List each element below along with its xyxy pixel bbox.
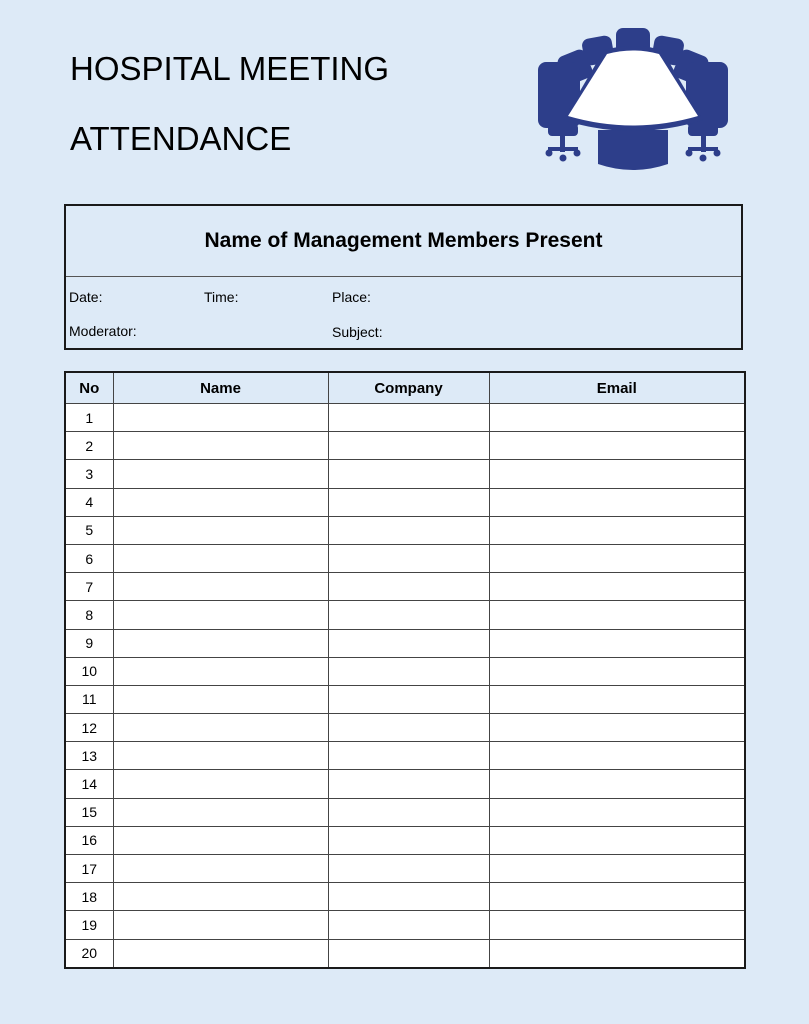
row-number: 4 bbox=[65, 488, 113, 516]
table-row bbox=[65, 629, 745, 657]
row-number: 3 bbox=[65, 460, 113, 488]
name-cell[interactable] bbox=[113, 798, 328, 826]
company-cell[interactable] bbox=[328, 404, 489, 432]
company-cell[interactable] bbox=[328, 855, 489, 883]
table-row bbox=[65, 742, 745, 770]
table-row bbox=[65, 516, 745, 544]
row-number: 17 bbox=[65, 855, 113, 883]
row-number: 18 bbox=[65, 883, 113, 911]
email-cell[interactable] bbox=[489, 826, 745, 854]
company-cell[interactable] bbox=[328, 657, 489, 685]
company-cell[interactable] bbox=[328, 488, 489, 516]
column-header-email: Email bbox=[489, 372, 745, 404]
email-cell[interactable] bbox=[489, 404, 745, 432]
row-number: 16 bbox=[65, 826, 113, 854]
name-cell[interactable] bbox=[113, 404, 328, 432]
name-cell[interactable] bbox=[113, 742, 328, 770]
row-number: 13 bbox=[65, 742, 113, 770]
email-cell[interactable] bbox=[489, 742, 745, 770]
table-row bbox=[65, 855, 745, 883]
table-row bbox=[65, 911, 745, 939]
table-row bbox=[65, 714, 745, 742]
attendance-table bbox=[64, 371, 746, 969]
company-cell[interactable] bbox=[328, 432, 489, 460]
page-title-line1: HOSPITAL MEETING bbox=[70, 50, 390, 87]
moderator-label: Moderator: bbox=[69, 323, 137, 339]
email-cell[interactable] bbox=[489, 798, 745, 826]
email-cell[interactable] bbox=[489, 573, 745, 601]
row-number: 7 bbox=[65, 573, 113, 601]
date-label: Date: bbox=[69, 289, 103, 305]
column-header-no: No bbox=[65, 372, 113, 404]
row-number: 10 bbox=[65, 657, 113, 685]
row-number: 9 bbox=[65, 629, 113, 657]
row-number: 5 bbox=[65, 516, 113, 544]
name-cell[interactable] bbox=[113, 516, 328, 544]
name-cell[interactable] bbox=[113, 855, 328, 883]
table-row bbox=[65, 404, 745, 432]
table-row bbox=[65, 685, 745, 713]
row-number: 1 bbox=[65, 404, 113, 432]
table-row bbox=[65, 488, 745, 516]
company-cell[interactable] bbox=[328, 460, 489, 488]
company-cell[interactable] bbox=[328, 601, 489, 629]
email-cell[interactable] bbox=[489, 911, 745, 939]
time-label: Time: bbox=[204, 289, 239, 305]
conference-table-icon bbox=[536, 26, 730, 174]
email-cell[interactable] bbox=[489, 855, 745, 883]
row-number: 15 bbox=[65, 798, 113, 826]
name-cell[interactable] bbox=[113, 883, 328, 911]
name-cell[interactable] bbox=[113, 657, 328, 685]
email-cell[interactable] bbox=[489, 685, 745, 713]
company-cell[interactable] bbox=[328, 826, 489, 854]
table-row bbox=[65, 770, 745, 798]
subject-label: Subject: bbox=[332, 324, 383, 340]
table-row bbox=[65, 939, 745, 968]
email-cell[interactable] bbox=[489, 601, 745, 629]
name-cell[interactable] bbox=[113, 770, 328, 798]
email-cell[interactable] bbox=[489, 516, 745, 544]
row-number: 12 bbox=[65, 714, 113, 742]
row-number: 6 bbox=[65, 544, 113, 572]
company-cell[interactable] bbox=[328, 883, 489, 911]
table-header-row bbox=[65, 372, 745, 404]
table-row bbox=[65, 657, 745, 685]
company-cell[interactable] bbox=[328, 911, 489, 939]
company-cell[interactable] bbox=[328, 714, 489, 742]
table-row bbox=[65, 432, 745, 460]
table-row bbox=[65, 826, 745, 854]
company-cell[interactable] bbox=[328, 573, 489, 601]
table-row bbox=[65, 883, 745, 911]
name-cell[interactable] bbox=[113, 460, 328, 488]
company-cell[interactable] bbox=[328, 629, 489, 657]
name-cell[interactable] bbox=[113, 826, 328, 854]
company-cell[interactable] bbox=[328, 798, 489, 826]
company-cell[interactable] bbox=[328, 685, 489, 713]
company-cell[interactable] bbox=[328, 770, 489, 798]
name-cell[interactable] bbox=[113, 939, 328, 968]
info-heading: Name of Management Members Present bbox=[66, 206, 741, 277]
email-cell[interactable] bbox=[489, 770, 745, 798]
name-cell[interactable] bbox=[113, 544, 328, 572]
email-cell[interactable] bbox=[489, 714, 745, 742]
row-number: 11 bbox=[65, 685, 113, 713]
row-number: 2 bbox=[65, 432, 113, 460]
name-cell[interactable] bbox=[113, 488, 328, 516]
meeting-info-box bbox=[64, 204, 743, 350]
place-label: Place: bbox=[332, 289, 371, 305]
email-cell[interactable] bbox=[489, 460, 745, 488]
name-cell[interactable] bbox=[113, 714, 328, 742]
email-cell[interactable] bbox=[489, 883, 745, 911]
company-cell[interactable] bbox=[328, 939, 489, 968]
email-cell[interactable] bbox=[489, 544, 745, 572]
name-cell[interactable] bbox=[113, 685, 328, 713]
company-cell[interactable] bbox=[328, 544, 489, 572]
name-cell[interactable] bbox=[113, 911, 328, 939]
name-cell[interactable] bbox=[113, 629, 328, 657]
column-header-name: Name bbox=[113, 372, 328, 404]
table-row bbox=[65, 544, 745, 572]
email-cell[interactable] bbox=[489, 939, 745, 968]
row-number: 20 bbox=[65, 939, 113, 968]
name-cell[interactable] bbox=[113, 432, 328, 460]
table-row bbox=[65, 798, 745, 826]
table-row bbox=[65, 573, 745, 601]
company-cell[interactable] bbox=[328, 516, 489, 544]
column-header-company: Company bbox=[328, 372, 489, 404]
email-cell[interactable] bbox=[489, 432, 745, 460]
email-cell[interactable] bbox=[489, 657, 745, 685]
email-cell[interactable] bbox=[489, 629, 745, 657]
table-row bbox=[65, 460, 745, 488]
name-cell[interactable] bbox=[113, 601, 328, 629]
email-cell[interactable] bbox=[489, 488, 745, 516]
table-row bbox=[65, 601, 745, 629]
row-number: 8 bbox=[65, 601, 113, 629]
page-title-line2: ATTENDANCE bbox=[70, 120, 292, 157]
company-cell[interactable] bbox=[328, 742, 489, 770]
row-number: 19 bbox=[65, 911, 113, 939]
row-number: 14 bbox=[65, 770, 113, 798]
name-cell[interactable] bbox=[113, 573, 328, 601]
